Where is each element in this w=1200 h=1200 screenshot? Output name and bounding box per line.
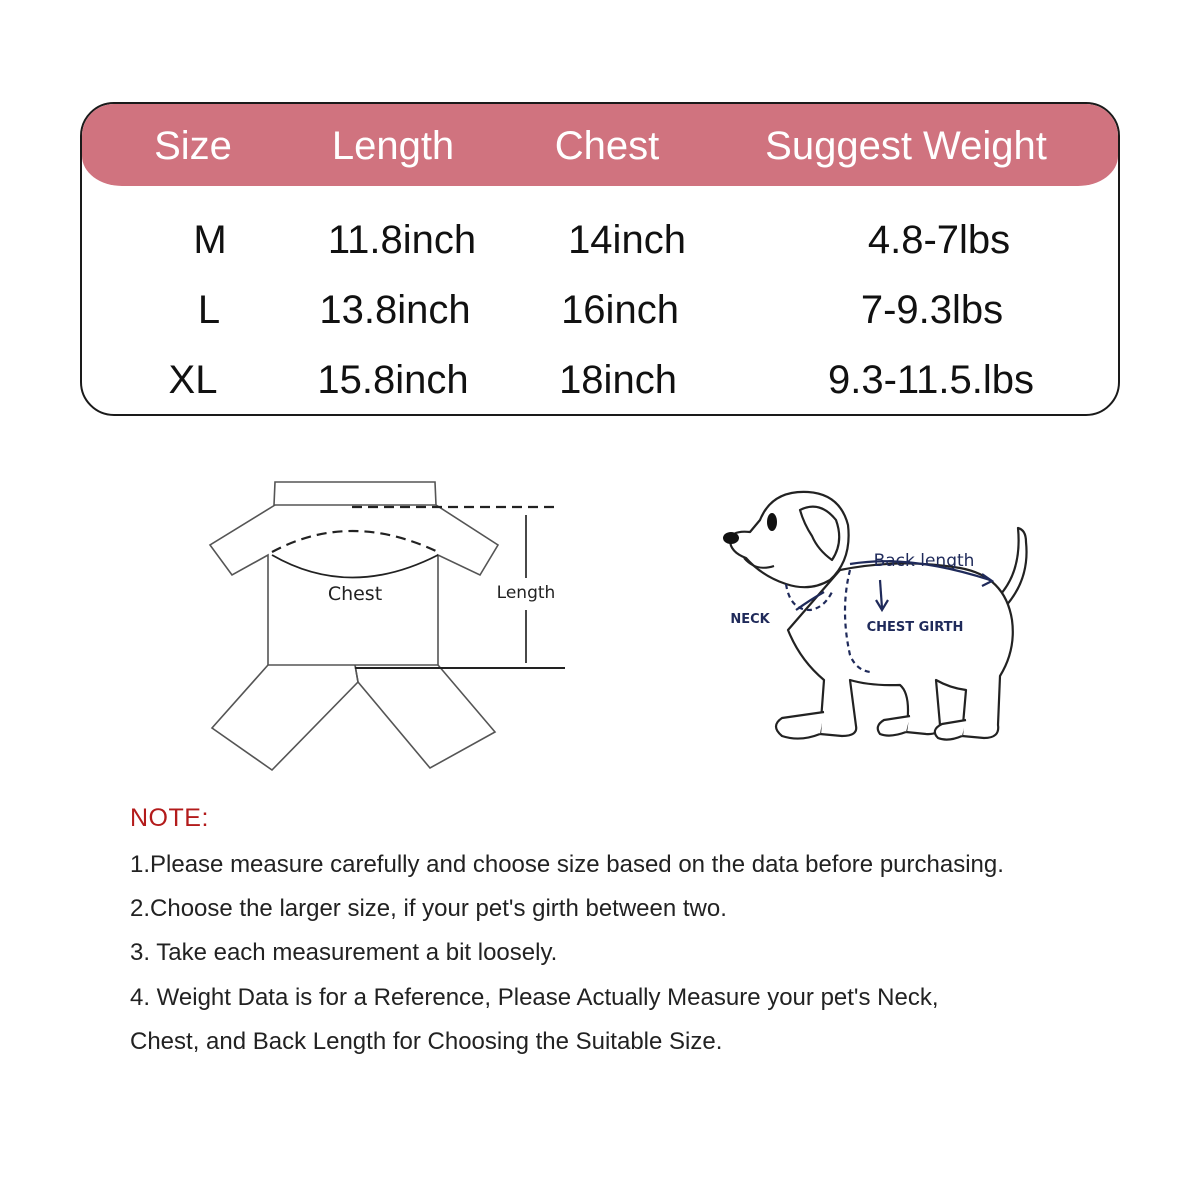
note-line: 2.Choose the larger size, if your pet's girth between two. [130,895,727,922]
header-chest: Chest [554,124,660,168]
garment-measure-diagram [200,470,580,780]
table-header [82,104,1118,186]
cell-length: 11.8inch [327,218,477,262]
length-label: Length [496,583,556,603]
note-line: Chest, and Back Length for Choosing the Suitable Size. [130,1028,723,1055]
chest-label: Chest [327,583,383,605]
dog-measure-diagram [700,480,1060,760]
size-chart-table [80,102,1120,416]
chest-girth-label: CHEST GIRTH [866,620,964,635]
cell-chest: 18inch [559,358,677,402]
note-line: 3. Take each measurement a bit loosely. [130,939,558,966]
cell-length: 15.8inch [317,358,469,402]
cell-weight: 7-9.3lbs [860,288,1004,332]
note-line: 1.Please measure carefully and choose size based on the data before purchasing. [130,851,1004,878]
cell-weight: 4.8-7lbs [867,218,1011,262]
garment-outline-icon [210,482,498,770]
cell-size: XL [168,358,218,402]
back-length-label: Back length [873,551,975,571]
cell-chest: 14inch [568,218,686,262]
neck-label: NECK [730,612,770,627]
header-suggest-weight: Suggest Weight [765,124,1047,168]
header-size: Size [154,124,232,168]
cell-chest: 16inch [561,288,679,332]
header-length: Length [331,124,455,168]
cell-size: L [197,288,221,332]
note-line: 4. Weight Data is for a Reference, Please Actually Measure your pet's Neck, [130,984,939,1011]
note-title: NOTE: [130,804,209,832]
cell-length: 13.8inch [319,288,471,332]
cell-size: M [193,218,227,262]
cell-weight: 9.3-11.5.lbs [827,358,1035,402]
